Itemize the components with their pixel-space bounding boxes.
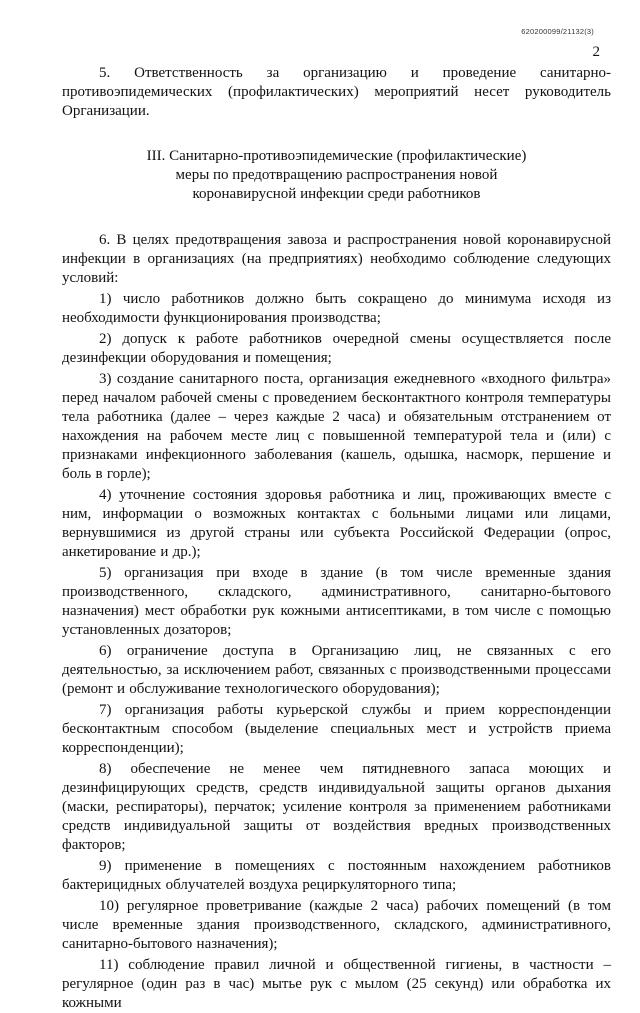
list-item-text: 7) организация работы курьерской службы и прием корреспонденции бесконтактным способом (выделение специальных мест и устройств приема корреспонденции); xyxy=(62,702,611,756)
list-item xyxy=(62,290,611,328)
list-item xyxy=(62,701,611,758)
list-item xyxy=(62,642,611,699)
section-heading xyxy=(62,147,611,204)
document-code: 620200099/21132(3) xyxy=(521,27,594,36)
document-body xyxy=(62,64,611,1013)
paragraph-6 xyxy=(62,231,611,288)
list-item-text: 11) соблюдение правил личной и общественной гигиены, в частности – регулярное (один раз в час) мытье рук с мылом (25 секунд) или обработка их кожными xyxy=(62,957,611,1011)
list-item xyxy=(62,857,611,895)
heading-line-2: меры по предотвращению распространения новой xyxy=(175,167,498,183)
list-item-text: 4) уточнение состояния здоровья работника и лиц, проживающих вместе с ним, информации о возможных контактах с больными лицами или лицами, вернувшимися из другой страны или субъекта Российской Федерации (опрос, анкетирование и др.); xyxy=(62,487,611,560)
page-number: 2 xyxy=(592,44,600,60)
heading-line-1: III. Санитарно-противоэпидемические (профилактические) xyxy=(146,148,527,164)
list-item xyxy=(62,760,611,855)
list-item-text: 10) регулярное проветривание (каждые 2 часа) рабочих помещений (в том числе временные здания производственного, складского, административного, санитарно-бытового назначения); xyxy=(62,898,611,952)
list-item xyxy=(62,330,611,368)
list-item-text: 9) применение в помещениях с постоянным нахождением работников бактерицидных облучателей воздуха рециркуляторного типа; xyxy=(62,858,611,893)
list-item-text: 8) обеспечение не менее чем пятидневного запаса моющих и дезинфицирующих средств, средств индивидуальной защиты органов дыхания (маски, респираторы), перчаток; усиление контроля за применением работниками средств индивидуальной защиты от воздействия вредных производственных факторов; xyxy=(62,761,611,853)
list-item-text: 6) ограничение доступа в Организацию лиц, не связанных с его деятельностью, за исключением работ, связанных с производственными процессами (ремонт и обслуживание технологического оборудования); xyxy=(62,643,611,697)
list-item xyxy=(62,370,611,484)
list-item-text: 3) создание санитарного поста, организация ежедневного «входного фильтра» перед началом рабочей смены с проведением бесконтактного контроля температуры тела работника (далее – через каждые 2 часа) и обязательным отстранением от нахождения на рабочем месте лиц с повышенной температурой тела и (или) с признаками инфекционного заболевания (кашель, одышка, насморк, першение и боль в горле); xyxy=(62,371,611,482)
list-item xyxy=(62,486,611,562)
list-item xyxy=(62,897,611,954)
heading-line-3: коронавирусной инфекции среди работников xyxy=(192,186,481,202)
section-5-paragraph xyxy=(62,64,611,121)
list-item xyxy=(62,956,611,1013)
paragraph-6-text: 6. В целях предотвращения завоза и распространения новой коронавирусной инфекции в организациях (на предприятиях) необходимо соблюдение следующих условий: xyxy=(62,232,611,286)
section-5-text: 5. Ответственность за организацию и проведение санитарно-противоэпидемических (профилактических) мероприятий несет руководитель Организации. xyxy=(62,65,611,119)
list-item-text: 1) число работников должно быть сокращено до минимума исходя из необходимости функционирования производства; xyxy=(62,291,611,326)
list-item-text: 2) допуск к работе работников очередной смены осуществляется после дезинфекции оборудования и помещения; xyxy=(62,331,611,366)
list-item xyxy=(62,564,611,640)
list-item-text: 5) организация при входе в здание (в том числе временные здания производственного, складского, административного, санитарно-бытового назначения) мест обработки рук кожными антисептиками, в том числе с помощью установленных дозаторов; xyxy=(62,565,611,638)
